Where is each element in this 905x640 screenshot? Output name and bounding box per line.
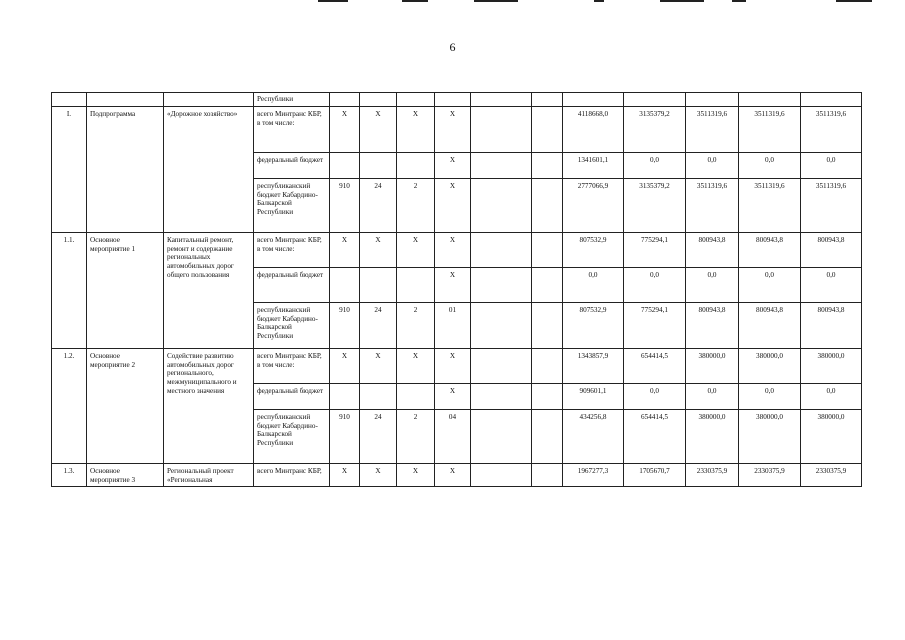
value-cell: 3511319,6 bbox=[686, 178, 739, 232]
value-cell: 800943,8 bbox=[739, 232, 801, 267]
top-rule-7 bbox=[836, 0, 872, 2]
grbs-code: X bbox=[330, 348, 360, 383]
value-cell: 1967277,3 bbox=[563, 463, 624, 487]
value-cell: 775294,1 bbox=[624, 232, 686, 267]
source-label: республиканский бюджет Кабардино-Балкарской Республики bbox=[254, 302, 330, 348]
table-row bbox=[52, 232, 862, 267]
value-cell: 380000,0 bbox=[739, 409, 801, 463]
rz-code: X bbox=[360, 232, 397, 267]
value-cell: 380000,0 bbox=[739, 348, 801, 383]
value-cell: 1341601,1 bbox=[563, 152, 624, 178]
value-cell: 800943,8 bbox=[686, 232, 739, 267]
csr-code: X bbox=[435, 348, 471, 383]
value-cell: 3135379,2 bbox=[624, 106, 686, 152]
grbs-code: X bbox=[330, 232, 360, 267]
rz-code bbox=[360, 152, 397, 178]
pr-code bbox=[397, 267, 435, 302]
value-cell: 2777066,9 bbox=[563, 178, 624, 232]
value-cell: 3511319,6 bbox=[739, 106, 801, 152]
grbs-code bbox=[330, 267, 360, 302]
value-cell: 807532,9 bbox=[563, 302, 624, 348]
csr-code: X bbox=[435, 152, 471, 178]
grbs-code: 910 bbox=[330, 409, 360, 463]
csr-code: X bbox=[435, 232, 471, 267]
row-name: Капитальный ремонт, ремонт и содержание региональных автомобильных дорог общего пользования bbox=[164, 232, 254, 348]
rz-code: 24 bbox=[360, 178, 397, 232]
value-cell: 4118668,0 bbox=[563, 106, 624, 152]
source-label: всего Минтранс КБР, в том числе: bbox=[254, 348, 330, 383]
value-cell: 2330375,9 bbox=[686, 463, 739, 487]
value-cell: 0,0 bbox=[739, 152, 801, 178]
row-status: Основное мероприятие 3 bbox=[87, 463, 164, 487]
value-cell: 0,0 bbox=[801, 152, 862, 178]
rz-code bbox=[360, 267, 397, 302]
value-cell: 3511319,6 bbox=[739, 178, 801, 232]
grbs-code: 910 bbox=[330, 178, 360, 232]
value-cell: 0,0 bbox=[801, 383, 862, 409]
source-label: федеральный бюджет bbox=[254, 152, 330, 178]
value-cell: 2330375,9 bbox=[739, 463, 801, 487]
grbs-code: 910 bbox=[330, 302, 360, 348]
pr-code: 2 bbox=[397, 178, 435, 232]
top-rule-5 bbox=[660, 0, 704, 2]
value-cell: 0,0 bbox=[739, 267, 801, 302]
value-cell: 0,0 bbox=[739, 383, 801, 409]
pr-code bbox=[397, 383, 435, 409]
csr-code: X bbox=[435, 383, 471, 409]
table-row bbox=[52, 106, 862, 152]
value-cell: 0,0 bbox=[624, 267, 686, 302]
row-name: «Дорожное хозяйство» bbox=[164, 106, 254, 232]
row-status: Подпрограмма bbox=[87, 106, 164, 232]
row-number: 1.3. bbox=[52, 463, 87, 487]
table-row bbox=[52, 348, 862, 383]
rz-code: X bbox=[360, 106, 397, 152]
table-row bbox=[52, 463, 862, 487]
value-cell: 2330375,9 bbox=[801, 463, 862, 487]
rz-code: 24 bbox=[360, 409, 397, 463]
csr-code: X bbox=[435, 106, 471, 152]
grbs-code: X bbox=[330, 106, 360, 152]
value-cell: 0,0 bbox=[801, 267, 862, 302]
top-rule-4 bbox=[594, 0, 604, 2]
pr-code: X bbox=[397, 106, 435, 152]
value-cell: 0,0 bbox=[624, 152, 686, 178]
source-label: федеральный бюджет bbox=[254, 267, 330, 302]
value-cell: 0,0 bbox=[624, 383, 686, 409]
row-number: 1.2. bbox=[52, 348, 87, 463]
value-cell: 0,0 bbox=[686, 267, 739, 302]
page-number: 6 bbox=[449, 40, 456, 54]
row-name: Содействие развитию автомобильных дорог регионального, межмуниципального и местного значения bbox=[164, 348, 254, 463]
top-rule-2 bbox=[402, 0, 428, 2]
row-number: I. bbox=[52, 106, 87, 232]
source-label: всего Минтранс КБР, в том числе: bbox=[254, 232, 330, 267]
value-cell: 3135379,2 bbox=[624, 178, 686, 232]
value-cell: 807532,9 bbox=[563, 232, 624, 267]
csr-code: X bbox=[435, 267, 471, 302]
csr-code: X bbox=[435, 178, 471, 232]
value-cell: 3511319,6 bbox=[801, 178, 862, 232]
value-cell: 909601,1 bbox=[563, 383, 624, 409]
source-label: всего Минтранс КБР, bbox=[254, 463, 330, 487]
rz-code bbox=[360, 383, 397, 409]
value-cell: 654414,5 bbox=[624, 348, 686, 383]
value-cell: 434256,8 bbox=[563, 409, 624, 463]
source-label: федеральный бюджет bbox=[254, 383, 330, 409]
pr-code: 2 bbox=[397, 302, 435, 348]
csr-code: 04 bbox=[435, 409, 471, 463]
value-cell: 800943,8 bbox=[686, 302, 739, 348]
value-cell: 380000,0 bbox=[801, 348, 862, 383]
value-cell: 1343857,9 bbox=[563, 348, 624, 383]
budget-table bbox=[51, 92, 862, 487]
grbs-code: X bbox=[330, 463, 360, 487]
value-cell: 800943,8 bbox=[801, 232, 862, 267]
value-cell: 0,0 bbox=[686, 152, 739, 178]
grbs-code bbox=[330, 383, 360, 409]
value-cell: 0,0 bbox=[563, 267, 624, 302]
pr-code: 2 bbox=[397, 409, 435, 463]
value-cell: 1705670,7 bbox=[624, 463, 686, 487]
value-cell: 0,0 bbox=[686, 383, 739, 409]
row-number: 1.1. bbox=[52, 232, 87, 348]
value-cell: 654414,5 bbox=[624, 409, 686, 463]
row-name: Региональный проект «Региональная bbox=[164, 463, 254, 487]
value-cell: 380000,0 bbox=[686, 348, 739, 383]
top-rule-6 bbox=[732, 0, 746, 2]
rz-code: X bbox=[360, 463, 397, 487]
value-cell: 800943,8 bbox=[801, 302, 862, 348]
value-cell: 775294,1 bbox=[624, 302, 686, 348]
row-status: Основное мероприятие 1 bbox=[87, 232, 164, 348]
value-cell: 380000,0 bbox=[801, 409, 862, 463]
row-label: Республики bbox=[254, 93, 330, 107]
pr-code: X bbox=[397, 463, 435, 487]
value-cell: 3511319,6 bbox=[801, 106, 862, 152]
top-rule-3 bbox=[474, 0, 518, 2]
grbs-code bbox=[330, 152, 360, 178]
source-label: всего Минтранс КБР, в том числе: bbox=[254, 106, 330, 152]
csr-code: 01 bbox=[435, 302, 471, 348]
value-cell: 800943,8 bbox=[739, 302, 801, 348]
row-status: Основное мероприятие 2 bbox=[87, 348, 164, 463]
pr-code: X bbox=[397, 232, 435, 267]
source-label: республиканский бюджет Кабардино-Балкарской Республики bbox=[254, 178, 330, 232]
value-cell: 3511319,6 bbox=[686, 106, 739, 152]
rz-code: X bbox=[360, 348, 397, 383]
rz-code: 24 bbox=[360, 302, 397, 348]
top-rule-1 bbox=[318, 0, 348, 2]
value-cell: 380000,0 bbox=[686, 409, 739, 463]
pr-code bbox=[397, 152, 435, 178]
pr-code: X bbox=[397, 348, 435, 383]
csr-code: X bbox=[435, 463, 471, 487]
source-label: республиканский бюджет Кабардино-Балкарской Республики bbox=[254, 409, 330, 463]
table-row bbox=[52, 93, 862, 107]
